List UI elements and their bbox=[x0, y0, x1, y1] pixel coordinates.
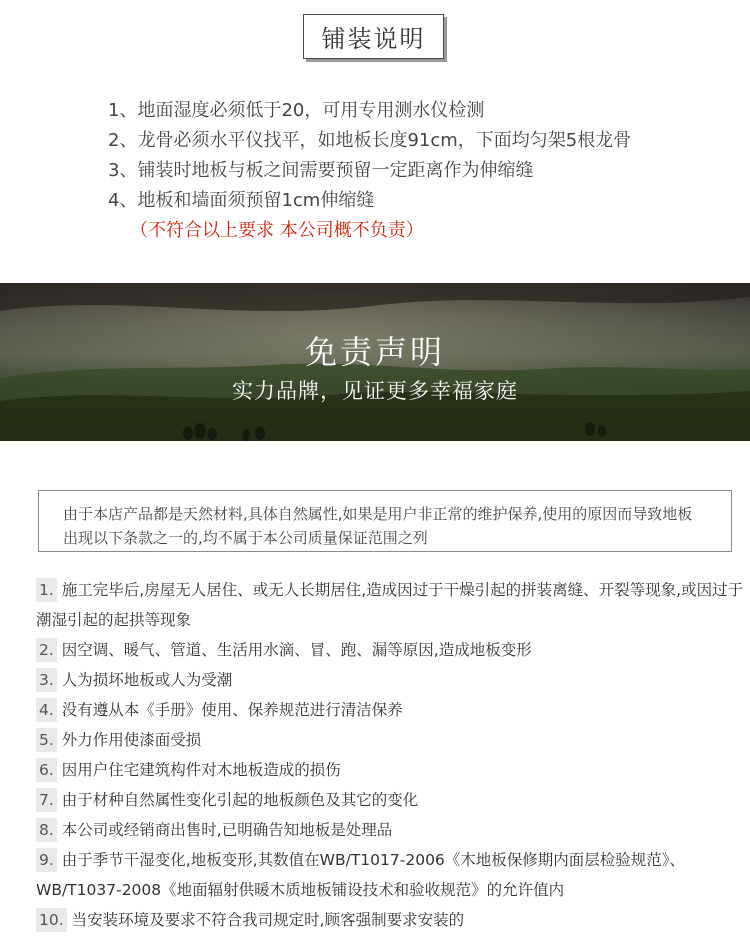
term-text: 没有遵从本《手册》使用、保养规范进行清洁保养 bbox=[61, 701, 403, 719]
term-text: 因用户住宅建筑构件对木地板造成的损伤 bbox=[61, 761, 341, 779]
term-text: 当安装环境及要求不符合我司规定时,顾客强制要求安装的 bbox=[71, 911, 465, 929]
disclaimer-banner bbox=[0, 283, 750, 441]
install-item-3: 3、铺装时地板与板之间需要预留一定距离作为伸缩缝 bbox=[108, 160, 534, 181]
install-item-1: 1、地面湿度必须低于20，可用专用测水仪检测 bbox=[108, 100, 485, 121]
list-item bbox=[36, 845, 744, 905]
list-item bbox=[36, 725, 744, 755]
term-number: 5. bbox=[36, 728, 57, 752]
list-item bbox=[36, 905, 744, 935]
disclaimer-intro: 由于本店产品都是天然材料,具体自然属性,如果是用户非正常的维护保养,使用的原因而导致地板出现以下条款之一的,均不属于本公司质量保证范围之列 bbox=[38, 490, 732, 552]
term-number: 4. bbox=[36, 698, 57, 722]
list-item bbox=[36, 575, 744, 635]
banner-subtitle: 实力品牌，见证更多幸福家庭 bbox=[232, 379, 518, 403]
term-number: 6. bbox=[36, 758, 57, 782]
term-number: 10. bbox=[36, 908, 67, 932]
install-warning: （不符合以上要求 本公司概不负责） bbox=[130, 220, 424, 241]
term-text: 人为损坏地板或人为受潮 bbox=[61, 671, 233, 689]
list-item bbox=[36, 665, 744, 695]
term-number: 7. bbox=[36, 788, 57, 812]
list-item bbox=[36, 695, 744, 725]
list-item bbox=[36, 635, 744, 665]
term-text: 本公司或经销商出售时,已明确告知地板是处理品 bbox=[61, 821, 393, 839]
list-item bbox=[36, 785, 744, 815]
install-item-2: 2、龙骨必须水平仪找平，如地板长度91cm，下面均匀架5根龙骨 bbox=[108, 130, 632, 151]
install-title: 铺装说明 bbox=[303, 14, 444, 59]
list-item bbox=[36, 755, 744, 785]
term-text: 由于季节干湿变化,地板变形,其数值在WB/T1017-2006《木地板保修期内面层检验规范》、WB/T1037-2008《地面辐射供暖木质地板铺设技术和验收规范》的允许值内 bbox=[36, 851, 686, 899]
banner-title: 免责声明 bbox=[304, 333, 445, 371]
term-text: 外力作用使漆面受损 bbox=[61, 731, 202, 749]
term-number: 2. bbox=[36, 638, 57, 662]
term-number: 9. bbox=[36, 848, 57, 872]
term-text: 施工完毕后,房屋无人居住、或无人长期居住,造成因过于干燥引起的拼装离缝、开裂等现象,或因过于潮湿引起的起拱等现象 bbox=[36, 581, 744, 629]
term-number: 1. bbox=[36, 578, 57, 602]
term-number: 3. bbox=[36, 668, 57, 692]
term-number: 8. bbox=[36, 818, 57, 842]
disclaimer-terms bbox=[36, 575, 744, 935]
install-instructions bbox=[108, 96, 631, 246]
term-text: 由于材种自然属性变化引起的地板颜色及其它的变化 bbox=[61, 791, 419, 809]
list-item bbox=[36, 815, 744, 845]
term-text: 因空调、暖气、管道、生活用水滴、冒、跑、漏等原因,造成地板变形 bbox=[61, 641, 532, 659]
install-item-4: 4、地板和墙面须预留1cm伸缩缝 bbox=[108, 190, 375, 211]
